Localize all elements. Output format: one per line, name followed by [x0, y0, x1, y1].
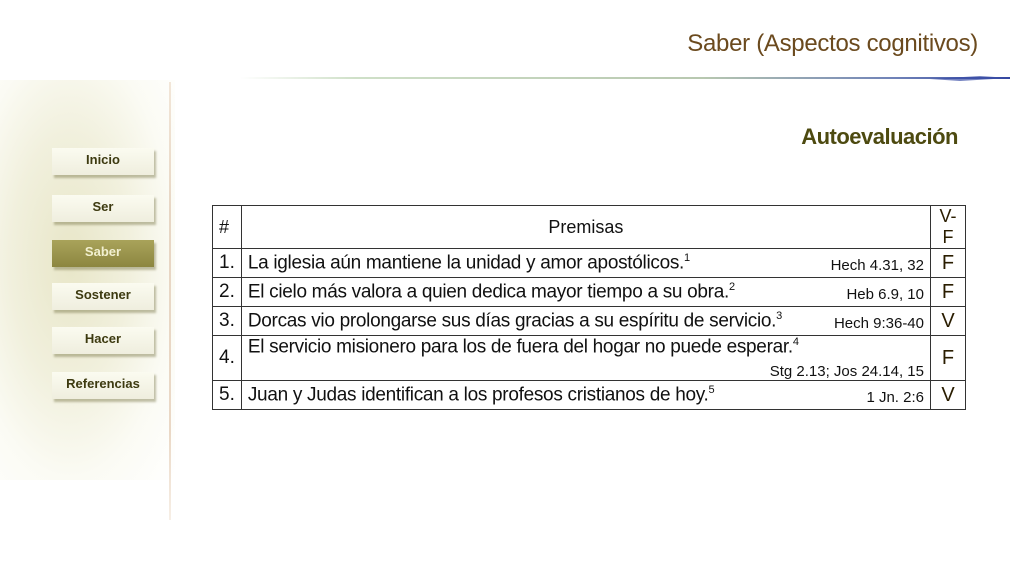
bible-reference: Stg 2.13; Jos 24.14, 15: [769, 363, 924, 381]
answer-cell: V: [931, 381, 966, 410]
title-underline: [240, 76, 1010, 82]
table-row: [213, 249, 966, 278]
footnote-number: 5: [708, 384, 715, 397]
table-row: [213, 336, 966, 381]
premise-text: [248, 336, 799, 358]
bible-reference: 1 Jn. 2:6: [866, 389, 924, 407]
footnote-number: 3: [776, 309, 782, 322]
vertical-divider: [169, 82, 171, 520]
row-number: 1.: [213, 249, 242, 278]
page-title: Saber (Aspectos cognitivos): [687, 30, 978, 57]
bible-reference: Hech 4.31, 32: [830, 256, 924, 274]
answer-cell: V: [931, 307, 966, 336]
table-header-row: [213, 206, 966, 249]
premise-text: [248, 310, 782, 332]
premise-text: [248, 281, 735, 303]
premises-table: [212, 205, 966, 410]
table-row: [213, 307, 966, 336]
header-number: #: [213, 206, 242, 249]
nav-item-hacer[interactable]: Hacer: [52, 327, 154, 354]
premise-statement: El servicio misionero para los de fuera del hogar no puede esperar.: [247, 336, 793, 358]
answer-cell: F: [931, 336, 966, 381]
table-row: [213, 381, 966, 410]
premise-statement: Dorcas vio prolongarse sus días gracias a su espíritu de servicio.: [247, 310, 777, 332]
answer-cell: F: [931, 278, 966, 307]
footnote-number: 1: [684, 251, 690, 264]
bible-reference: Hech 9:36-40: [833, 314, 924, 332]
row-number: 3.: [213, 307, 242, 336]
premise-cell: [241, 307, 930, 336]
table-row: [213, 278, 966, 307]
nav-item-inicio[interactable]: Inicio: [52, 148, 154, 175]
row-number: 2.: [213, 278, 242, 307]
answer-cell: F: [931, 249, 966, 278]
nav-item-ser[interactable]: Ser: [52, 195, 154, 222]
premise-text: [248, 384, 715, 406]
sidebar-background: [0, 80, 175, 480]
premise-text: [248, 252, 690, 274]
header-true-false: V-F: [931, 206, 966, 249]
premise-cell: [241, 278, 930, 307]
nav-item-saber[interactable]: Saber: [52, 240, 154, 267]
nav-item-sostener[interactable]: Sostener: [52, 283, 154, 310]
bible-reference: Heb 6.9, 10: [846, 285, 924, 303]
header-premises: Premisas: [241, 206, 930, 249]
premise-cell: [241, 336, 930, 381]
nav-item-referencias[interactable]: Referencias: [52, 372, 154, 399]
premise-statement: La iglesia aún mantiene la unidad y amor apostólicos.: [247, 252, 685, 274]
premise-statement: Juan y Judas identifican a los profesos cristianos de hoy.: [247, 384, 709, 406]
premise-cell: [241, 249, 930, 278]
footnote-number: 2: [728, 280, 735, 293]
section-subtitle: Autoevaluación: [801, 124, 958, 149]
premise-cell: [241, 381, 930, 410]
row-number: 5.: [213, 381, 242, 410]
premise-statement: El cielo más valora a quien dedica mayor tiempo a su obra.: [247, 281, 729, 303]
footnote-number: 4: [792, 336, 799, 348]
row-number: 4.: [213, 336, 242, 381]
